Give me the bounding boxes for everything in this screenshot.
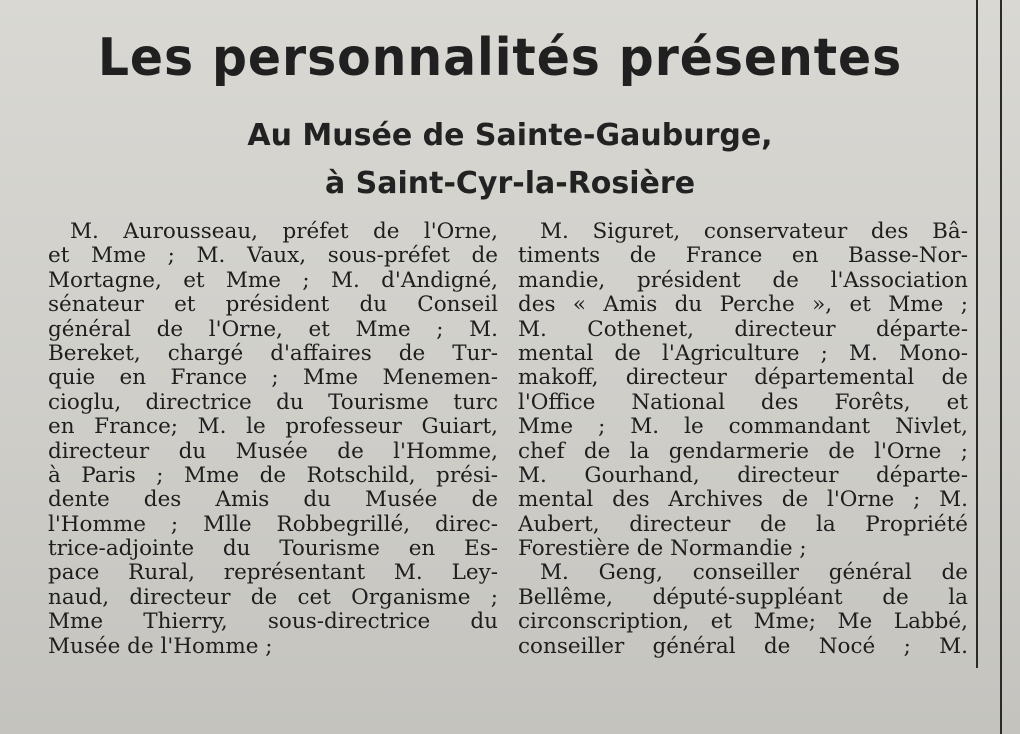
text-line: l'Homme ; Mlle Robbegrillé, direc-: [48, 512, 498, 537]
text-line: en France; M. le professeur Guiart,: [48, 415, 498, 440]
text-line: à Paris ; Mme de Rotschild, prési-: [48, 463, 498, 488]
subtitle-line-1: Au Musée de Sainte-Gauburge,: [247, 118, 773, 153]
text-line: conseiller général de Nocé ; M.: [518, 634, 968, 659]
text-line: mandie, président de l'Association: [518, 268, 968, 293]
text-line: timents de France en Basse-Nor-: [518, 244, 968, 269]
text-line: chef de la gendarmerie de l'Orne ;: [518, 439, 968, 464]
text-line: cioglu, directrice du Tourisme turc: [48, 390, 498, 415]
text-line: dente des Amis du Musée de: [48, 488, 498, 513]
text-line: M. Geng, conseiller général de: [540, 561, 968, 586]
text-line: naud, directeur de cet Organisme ;: [48, 585, 498, 610]
text-line: quie en France ; Mme Menemen-: [48, 366, 498, 391]
text-line: l'Office National des Forêts, et: [518, 390, 968, 415]
column-rule: [1000, 0, 1002, 734]
text-line: M. Aurousseau, préfet de l'Orne,: [70, 220, 498, 244]
subtitle-line-2: à Saint-Cyr-la-Rosière: [324, 166, 696, 201]
text-line: pace Rural, représentant M. Ley-: [48, 561, 498, 586]
text-line: général de l'Orne, et Mme ; M.: [48, 317, 498, 342]
text-line: trice-adjointe du Tourisme en Es-: [48, 537, 498, 562]
text-line: Mme ; M. le commandant Nivlet,: [518, 415, 968, 440]
text-line: directeur du Musée de l'Homme,: [48, 439, 498, 464]
text-line: mental des Archives de l'Orne ; M.: [518, 488, 968, 513]
text-line: M. Cothenet, directeur départe-: [518, 317, 968, 342]
text-line: mental de l'Agriculture ; M. Mono-: [518, 341, 968, 366]
text-line: Aubert, directeur de la Propriété: [518, 512, 968, 537]
text-line: et Mme ; M. Vaux, sous-préfet de: [48, 244, 498, 269]
page-title: Les personnalités présentes: [97, 28, 903, 88]
text-line: M. Gourhand, directeur départe-: [518, 463, 968, 488]
text-line: M. Siguret, conservateur des Bâ-: [540, 220, 968, 244]
text-line: Musée de l'Homme ;: [48, 634, 273, 659]
text-line: Forestière de Normandie ;: [518, 537, 807, 562]
column-rule: [976, 0, 978, 668]
text-line: circonscription, et Mme; Me Labbé,: [518, 610, 968, 635]
text-line: sénateur et président du Conseil: [48, 293, 498, 318]
right-column: [518, 220, 968, 659]
text-line: Bereket, chargé d'affaires de Tur-: [48, 341, 498, 366]
text-line: Bellême, député-suppléant de la: [518, 585, 968, 610]
text-line: Mortagne, et Mme ; M. d'Andigné,: [48, 268, 498, 293]
text-line: makoff, directeur départemental de: [518, 366, 968, 391]
text-line: Mme Thierry, sous-directrice du: [48, 610, 498, 635]
left-column: [48, 220, 498, 659]
text-line: des « Amis du Perche », et Mme ;: [518, 293, 968, 318]
